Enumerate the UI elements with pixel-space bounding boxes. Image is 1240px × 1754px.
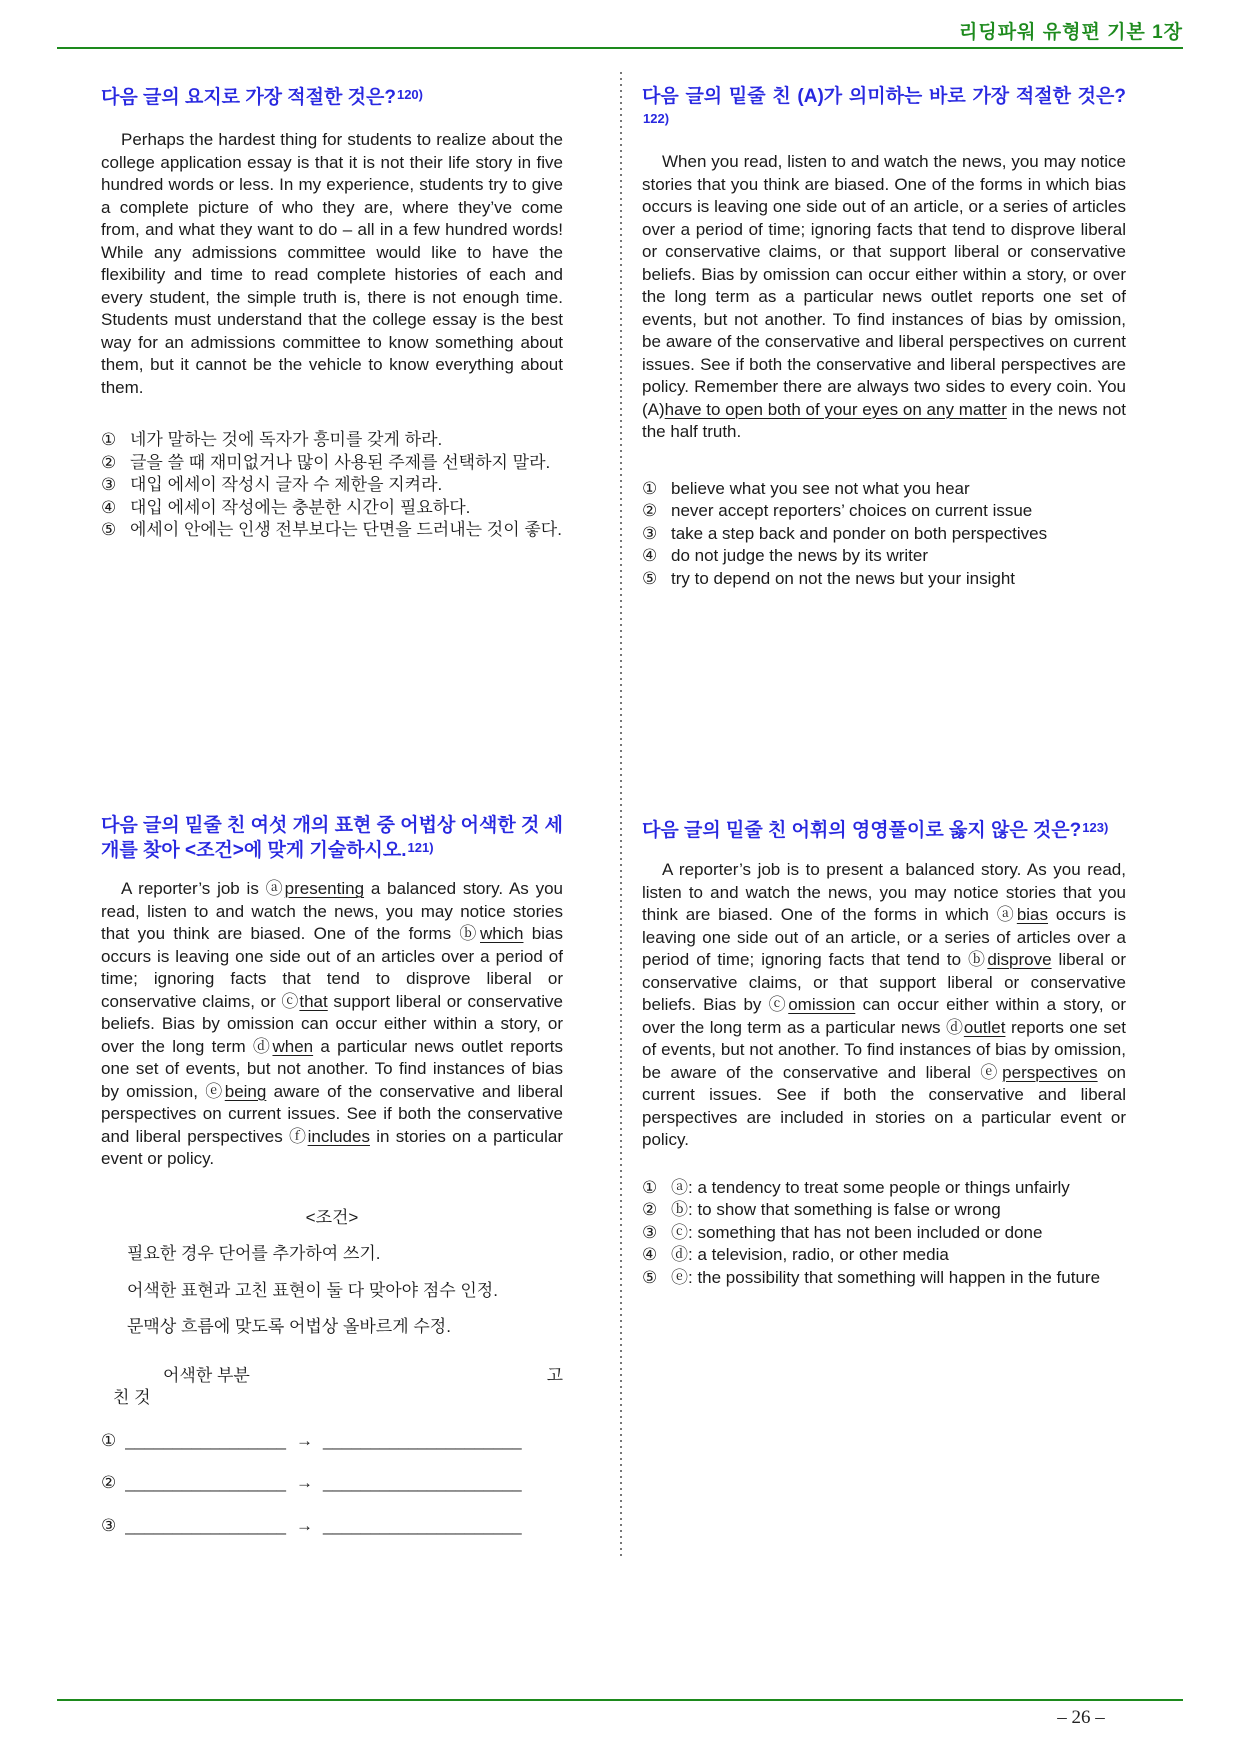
- question-number: 122): [643, 111, 670, 126]
- header-rule: [57, 47, 1183, 49]
- choice-number: ①: [642, 478, 658, 498]
- choice-item: [642, 1222, 1126, 1245]
- question-122-choices: [642, 478, 1126, 591]
- column-divider: [620, 72, 622, 1558]
- answer-table-header-wrap: 친 것: [113, 1388, 151, 1407]
- choice-item: [101, 429, 563, 452]
- blank-line-wrong: _________________: [125, 1473, 286, 1492]
- choice-text: ⓒ: something that has not been included or done: [671, 1222, 1043, 1242]
- choice-text: do not judge the news by its writer: [671, 546, 929, 565]
- footer-rule: [57, 1699, 1183, 1701]
- question-120: [101, 85, 563, 542]
- question-title-text: 다음 글의 밑줄 친 (A)가 의미하는 바로 가장 적절한 것은?: [642, 86, 1126, 107]
- condition-item: 필요한 경우 단어를 추가하여 쓰기.: [127, 1244, 381, 1263]
- choice-number: ④: [101, 497, 117, 517]
- choice-text: 글을 쓸 때 재미없거나 많이 사용된 주제를 선택하지 말라.: [130, 452, 551, 472]
- choice-number: ③: [642, 1222, 658, 1242]
- question-title-text: 다음 글의 밑줄 친 어휘의 영영풀이로 옳지 않은 것은?: [642, 820, 1082, 841]
- choice-number: ③: [642, 523, 658, 543]
- question-number: 123): [1082, 820, 1109, 835]
- answer-table: [101, 1365, 563, 1538]
- choice-item: [642, 523, 1126, 546]
- choice-text: ⓑ: to show that something is false or wrong: [671, 1200, 1001, 1219]
- choice-item: [642, 1199, 1126, 1222]
- choice-text: take a step back and ponder on both perspectives: [671, 523, 1048, 543]
- question-120-title: [101, 85, 563, 111]
- choice-text: 네가 말하는 것에 독자가 흥미를 갖게 하라.: [130, 430, 443, 449]
- choice-text: ⓓ: a television, radio, or other media: [671, 1245, 949, 1264]
- condition-item: 어색한 표현과 고친 표현이 둘 다 맞아야 점수 인정.: [127, 1280, 498, 1300]
- question-121-title: [101, 813, 563, 864]
- choice-item: [642, 500, 1126, 523]
- choice-item: [101, 474, 563, 497]
- choice-text: ⓔ: the possibility that something will happen in the future: [671, 1267, 1101, 1287]
- question-120-passage: Perhaps the hardest thing for students to realize about the college application essay is that it is not their life story in five hundred words or less. In my experience, students try to give a complete picture of who they are, where they’ve come from, and what they want to do – all in a few hundred words! While any admissions committee would like to have the flexibility and time to read complete histories of each and every student, the simple truth is, there is not enough time. Students must understand that the college essay is the best way for an admissions committee to know something about them, but it cannot be the vehicle to know everything about them.: [101, 130, 563, 397]
- question-122: [642, 84, 1126, 590]
- choice-number: ④: [642, 546, 658, 565]
- condition-item: 문맥상 흐름에 맞도록 어법상 올바르게 수정.: [127, 1317, 451, 1336]
- choice-number: ①: [642, 1177, 658, 1197]
- page-number: – 26 –: [1057, 1707, 1105, 1728]
- question-123-title: [642, 818, 1126, 844]
- choice-number: ③: [101, 475, 117, 494]
- choice-number: ②: [642, 501, 658, 520]
- blank-row-number: ②: [101, 1473, 117, 1492]
- answer-table-header-right: 고: [546, 1365, 563, 1385]
- choice-number: ④: [642, 1245, 658, 1264]
- question-number: 120): [396, 87, 423, 102]
- condition-heading: <조건>: [305, 1207, 359, 1227]
- question-123: [642, 818, 1126, 1289]
- choice-number: ②: [101, 452, 117, 472]
- arrow-right-icon: →: [295, 1515, 313, 1535]
- question-122-title: [642, 84, 1126, 135]
- blank-row-number: ①: [101, 1430, 117, 1450]
- answer-blank-row: [101, 1472, 563, 1495]
- choice-text: never accept reporters’ choices on current issue: [671, 501, 1033, 520]
- blank-line-corrected: _____________________: [322, 1515, 522, 1535]
- question-title-text: 다음 글의 요지로 가장 적절한 것은?: [101, 87, 396, 108]
- blank-line-wrong: _________________: [125, 1430, 286, 1450]
- question-123-choices: [642, 1177, 1126, 1290]
- blank-line-wrong: _________________: [125, 1515, 286, 1535]
- question-123-passage: A reporter’s job is to present a balanced story. As you read, listen to and watch the news, you may notice stories that you think are biased. One of the forms in which ⓐbias occurs is leaving one side out of an article, or a series of articles over a period of time; ignoring facts that tend to ⓑdisprove liberal or conservative claims, or that support liberal or conservative beliefs. Bias by ⓒomission can occur either within a story, or over the long term as a particular news ⓓoutlet reports one set of events, but not another. To find instances of bias by omission, be aware of the conservative and liberal ⓔperspectives on current issues. See if both the conservative and liberal perspectives are included in stories on a particular event or policy.: [642, 860, 1126, 1149]
- question-122-passage: When you read, listen to and watch the news, you may notice stories that you think are biased. One of the forms in which bias occurs is leaving one side out of an article, or a series of articles over a period of time; ignoring facts that tend to disprove liberal or conservative claims, or that support liberal or conservative beliefs. Bias by omission can occur either within a story, or over the long term as a particular news outlet reports one set of events, but not another. To find instances of bias by omission, be aware of the conservative and liberal perspectives on current issues. See if both the conservative and liberal perspectives are policy. Remember there are always two sides to every coin. You (A)have to open both of your eyes on any matter in the news not the half truth.: [642, 152, 1127, 441]
- choice-item: [101, 452, 563, 475]
- choice-number: ②: [642, 1200, 658, 1219]
- choice-item: [101, 497, 563, 520]
- arrow-right-icon: →: [295, 1473, 313, 1492]
- choice-text: believe what you see not what you hear: [671, 478, 970, 498]
- choice-item: [642, 478, 1126, 501]
- choice-item: [101, 519, 563, 542]
- page-header-title: 리딩파워 유형편 기본 1장: [959, 22, 1183, 43]
- question-120-choices: [101, 429, 563, 542]
- choice-item: [642, 568, 1126, 591]
- answer-blank-row: [101, 1515, 563, 1538]
- question-number: 121): [407, 840, 434, 855]
- choice-text: 대입 에세이 작성시 글자 수 제한을 지켜라.: [130, 475, 443, 494]
- choice-text: 에세이 안에는 인생 전부보다는 단면을 드러내는 것이 좋다.: [130, 520, 562, 539]
- blank-line-corrected: _____________________: [322, 1430, 522, 1450]
- answer-table-header: [101, 1365, 563, 1388]
- answer-blank-row: [101, 1430, 563, 1453]
- choice-number: ⑤: [642, 568, 658, 588]
- choice-text: ⓐ: a tendency to treat some people or things unfairly: [671, 1177, 1070, 1197]
- question-title-text: 다음 글의 밑줄 친 여섯 개의 표현 중 어법상 어색한 것 세 개를 찾아 <조건>에 맞게 기술하시오.: [101, 815, 563, 861]
- answer-table-header-left: 어색한 부분: [163, 1365, 250, 1385]
- question-121-passage: A reporter’s job is ⓐpresenting a balanced story. As you read, listen to and watch the news, you may notice stories that you think are biased. One of the forms ⓑwhich bias occurs is leaving one side out of an articles over a period of time; ignoring facts that tend to disprove liberal or conservative claims, or ⓒthat support liberal or conservative beliefs. Bias by omission can occur either within a story, or over the long term ⓓwhen a particular news outlet reports one set of events, but not another. To find instances of bias by omission, ⓔbeing aware of the conservative and liberal perspectives on current issues. See if both the conservative and liberal perspectives ⓕincludes in stories on a particular event or policy.: [101, 879, 563, 1168]
- question-121: [101, 813, 563, 1537]
- choice-number: ①: [101, 430, 117, 449]
- choice-text: try to depend on not the news but your insight: [671, 568, 1016, 588]
- choice-item: [642, 1177, 1126, 1200]
- choice-text: 대입 에세이 작성에는 충분한 시간이 필요하다.: [130, 497, 471, 517]
- choice-item: [642, 1267, 1126, 1290]
- choice-item: [642, 1244, 1126, 1267]
- arrow-right-icon: →: [295, 1430, 313, 1450]
- choice-item: [642, 545, 1126, 568]
- blank-line-corrected: _____________________: [322, 1473, 522, 1492]
- choice-number: ⑤: [642, 1267, 658, 1287]
- blank-row-number: ③: [101, 1515, 117, 1535]
- choice-number: ⑤: [101, 520, 117, 539]
